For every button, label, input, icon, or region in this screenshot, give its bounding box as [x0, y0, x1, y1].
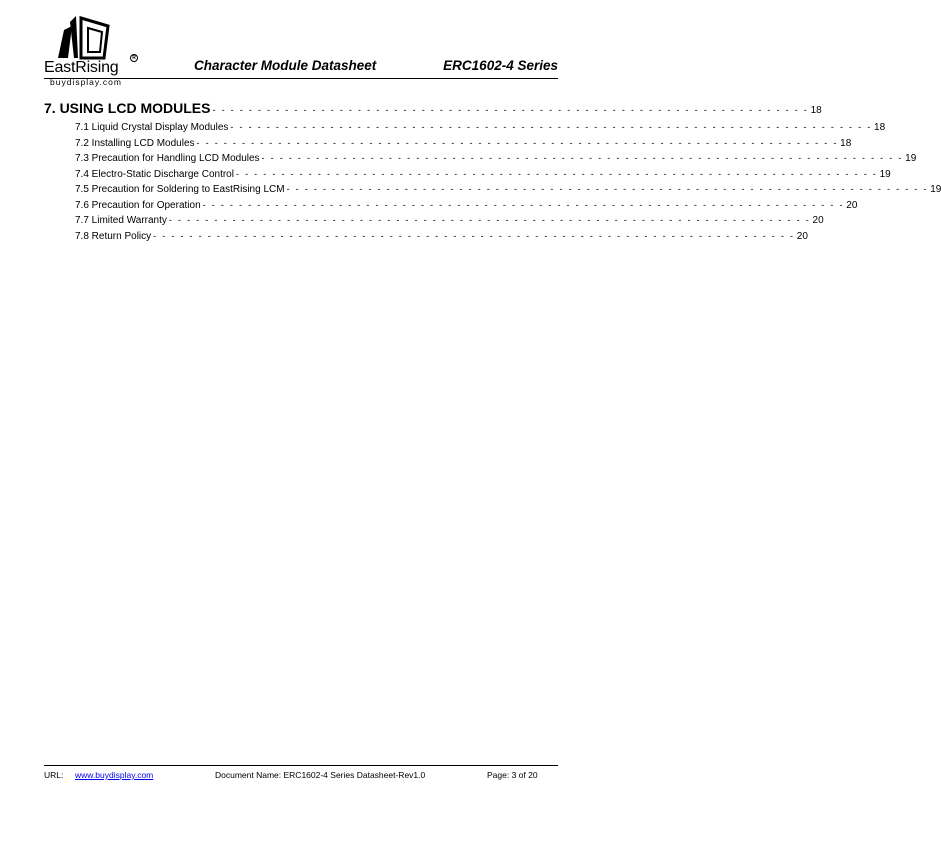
toc-page-number: 19 [879, 168, 891, 180]
toc-item-label: 7.8 Return Policy [75, 230, 152, 242]
toc-item[interactable] [44, 122, 886, 138]
toc-item[interactable] [44, 184, 941, 200]
table-of-contents [44, 100, 941, 246]
footer-page-number: Page: 3 of 20 [487, 770, 538, 780]
toc-leader: - - - - - - - - - - - - - - - - - - - - - - - - - - - - - - - - - - - - - - - - - - - - - - - - - - - - - - - - - - - - - - - - - - - - - - - [202, 199, 845, 210]
toc-leader: - - - - - - - - - - - - - - - - - - - - - - - - - - - - - - - - - - - - - - - - - - - - - - - - - - - - - - - - - - - - - - - - - - - - - - - [153, 230, 795, 241]
document-title: Character Module Datasheet [194, 58, 377, 73]
toc-item[interactable] [44, 199, 858, 216]
series-name: ERC1602-4 Series [443, 58, 558, 73]
toc-leader: - - - - - - - - - - - - - - - - - - - - - - - - - - - - - - - - - - - - - - - - - - - - - - - - - - - - - - - - - - - - - - - - - - - - - - - [286, 184, 929, 194]
toc-item-label: 7.6 Precaution for Operation [75, 199, 201, 211]
toc-page-number: 18 [874, 122, 886, 133]
toc-item-label: 7.7 Limited Warranty [75, 215, 167, 226]
toc-leader: - - - - - - - - - - - - - - - - - - - - - - - - - - - - - - - - - - - - - - - - - - - - - - - - - - - - - - - - - - - - - - - - - - - - - - - [261, 153, 904, 163]
footer-document-name: Document Name: ERC1602-4 Series Datasheet-Rev1.0 [215, 770, 426, 780]
registered-icon: R [130, 54, 138, 62]
toc-item[interactable] [44, 215, 824, 231]
toc-item[interactable] [44, 168, 891, 185]
footer-url-link[interactable]: www.buydisplay.com [75, 770, 154, 780]
toc-page-number: 19 [930, 184, 941, 195]
footer-url-label: URL: [44, 770, 64, 780]
toc-page-number: 18 [810, 105, 822, 116]
eastrising-logo [44, 12, 144, 87]
toc-page-number: 18 [840, 137, 852, 149]
page-header [44, 12, 558, 87]
toc-page-number: 19 [905, 153, 917, 164]
toc-leader: - - - - - - - - - - - - - - - - - - - - - - - - - - - - - - - - - - - - - - - - - - - - - - - - - - - - - - - - - - - - - - - - - - - - - - - [230, 122, 873, 132]
logo-wordmark: EastRising [44, 59, 119, 76]
footer-divider [44, 765, 558, 766]
toc-item-label: 7.1 Liquid Crystal Display Modules [75, 122, 229, 133]
header-divider [44, 78, 558, 79]
toc-item[interactable] [44, 153, 917, 169]
logo-mark-icon [50, 12, 110, 60]
toc-leader: - - - - - - - - - - - - - - - - - - - - - - - - - - - - - - - - - - - - - - - - - - - - - - - - - - - - - - - - - - - - - - - - - - [212, 105, 809, 115]
toc-item-label: 7.3 Precaution for Handling LCD Modules [75, 153, 260, 164]
toc-page-number: 20 [796, 230, 808, 242]
toc-item[interactable] [44, 137, 852, 154]
toc-leader: - - - - - - - - - - - - - - - - - - - - - - - - - - - - - - - - - - - - - - - - - - - - - - - - - - - - - - - - - - - - - - - - - - - - - - - [168, 215, 811, 225]
toc-item[interactable] [44, 230, 808, 247]
logo-url: buydisplay.com [50, 77, 122, 87]
toc-leader: - - - - - - - - - - - - - - - - - - - - - - - - - - - - - - - - - - - - - - - - - - - - - - - - - - - - - - - - - - - - - - - - - - - - - - - [196, 137, 839, 148]
toc-page-number: 20 [812, 215, 824, 226]
toc-item-label: 7.5 Precaution for Soldering to EastRising LCM [75, 184, 285, 195]
toc-section-heading[interactable] [44, 100, 822, 122]
toc-section-label: 7. USING LCD MODULES [44, 100, 211, 116]
toc-leader: - - - - - - - - - - - - - - - - - - - - - - - - - - - - - - - - - - - - - - - - - - - - - - - - - - - - - - - - - - - - - - - - - - - - - - - [235, 168, 878, 179]
toc-page-number: 20 [846, 199, 858, 211]
toc-item-label: 7.2 Installing LCD Modules [75, 137, 195, 149]
toc-item-label: 7.4 Electro-Static Discharge Control [75, 168, 234, 180]
